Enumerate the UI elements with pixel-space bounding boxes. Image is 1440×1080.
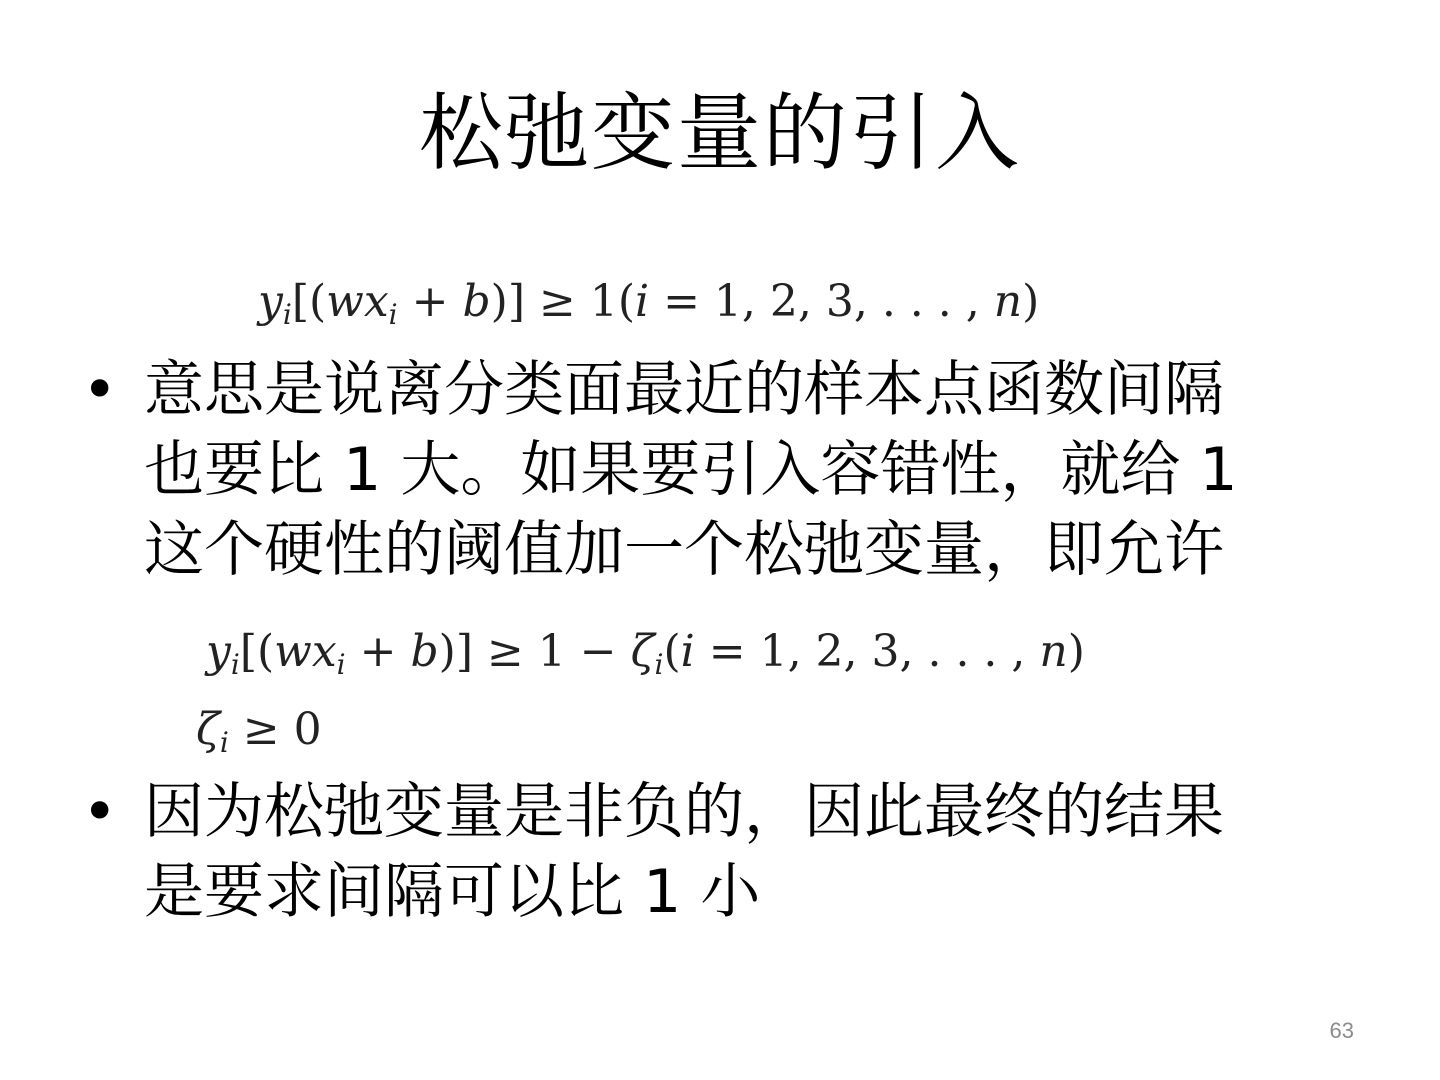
bullet-marker: • bbox=[82, 355, 118, 425]
slack-nonneg-formula bbox=[196, 702, 322, 758]
formula-var-x: x bbox=[311, 626, 337, 677]
formula-sub-i: i bbox=[282, 298, 292, 331]
formula-sub-i: i bbox=[219, 726, 229, 759]
formula-var-zeta: ζ bbox=[196, 704, 220, 755]
formula-var-w: w bbox=[274, 626, 312, 677]
formula-var-x: x bbox=[363, 276, 389, 327]
formula-sub-i: i bbox=[230, 648, 240, 681]
bullet-line: 也要比 1 大。如果要引入容错性，就给 1 bbox=[144, 435, 1238, 505]
formula-var-w: w bbox=[326, 276, 364, 327]
formula-text: ) bbox=[1067, 626, 1085, 677]
bullet-item bbox=[82, 350, 1322, 590]
formula-sub-i: i bbox=[654, 648, 664, 681]
bullet-text bbox=[144, 350, 1304, 590]
bullet-item bbox=[82, 772, 1322, 932]
formula-var-zeta: ζ bbox=[630, 626, 655, 677]
formula-var-y: y bbox=[206, 626, 231, 677]
formula-text: = 1, 2, 3, . . . , bbox=[649, 276, 994, 327]
soft-margin-formula bbox=[206, 624, 1085, 680]
formula-var-b: b bbox=[462, 276, 491, 327]
formula-var-i: i bbox=[635, 276, 650, 327]
formula-sub-i: i bbox=[388, 298, 398, 331]
formula-var-n: n bbox=[1039, 626, 1068, 677]
bullet-line: 这个硬性的阈值加一个松弛变量，即允许 bbox=[144, 515, 1224, 585]
formula-text: = 1, 2, 3, . . . , bbox=[694, 626, 1040, 677]
constraint-formula bbox=[258, 274, 1039, 330]
formula-text: [( bbox=[239, 626, 275, 677]
formula-text: )] ≥ 1 − bbox=[438, 626, 631, 677]
formula-text: ) bbox=[1022, 276, 1040, 327]
formula-sub-i: i bbox=[336, 648, 346, 681]
formula-text: ≥ 0 bbox=[228, 704, 322, 755]
formula-text: [( bbox=[291, 276, 327, 327]
formula-text: + bbox=[345, 626, 411, 677]
page-number: 63 bbox=[1329, 1018, 1354, 1043]
bullet-marker: • bbox=[82, 777, 118, 847]
formula-text: ( bbox=[663, 626, 681, 677]
formula-var-b: b bbox=[410, 626, 439, 677]
bullet-text bbox=[144, 772, 1304, 932]
slide-title: 松弛变量的引入 bbox=[418, 84, 1021, 182]
formula-text: + bbox=[397, 276, 463, 327]
formula-var-y: y bbox=[258, 276, 283, 327]
formula-var-n: n bbox=[993, 276, 1023, 327]
formula-var-i: i bbox=[680, 626, 695, 677]
bullet-line: 因为松弛变量是非负的，因此最终的结果 bbox=[144, 777, 1224, 847]
bullet-line: 是要求间隔可以比 1 小 bbox=[144, 857, 761, 927]
formula-text: )] ≥ 1( bbox=[490, 276, 635, 327]
bullet-line: 意思是说离分类面最近的样本点函数间隔 bbox=[144, 355, 1224, 425]
